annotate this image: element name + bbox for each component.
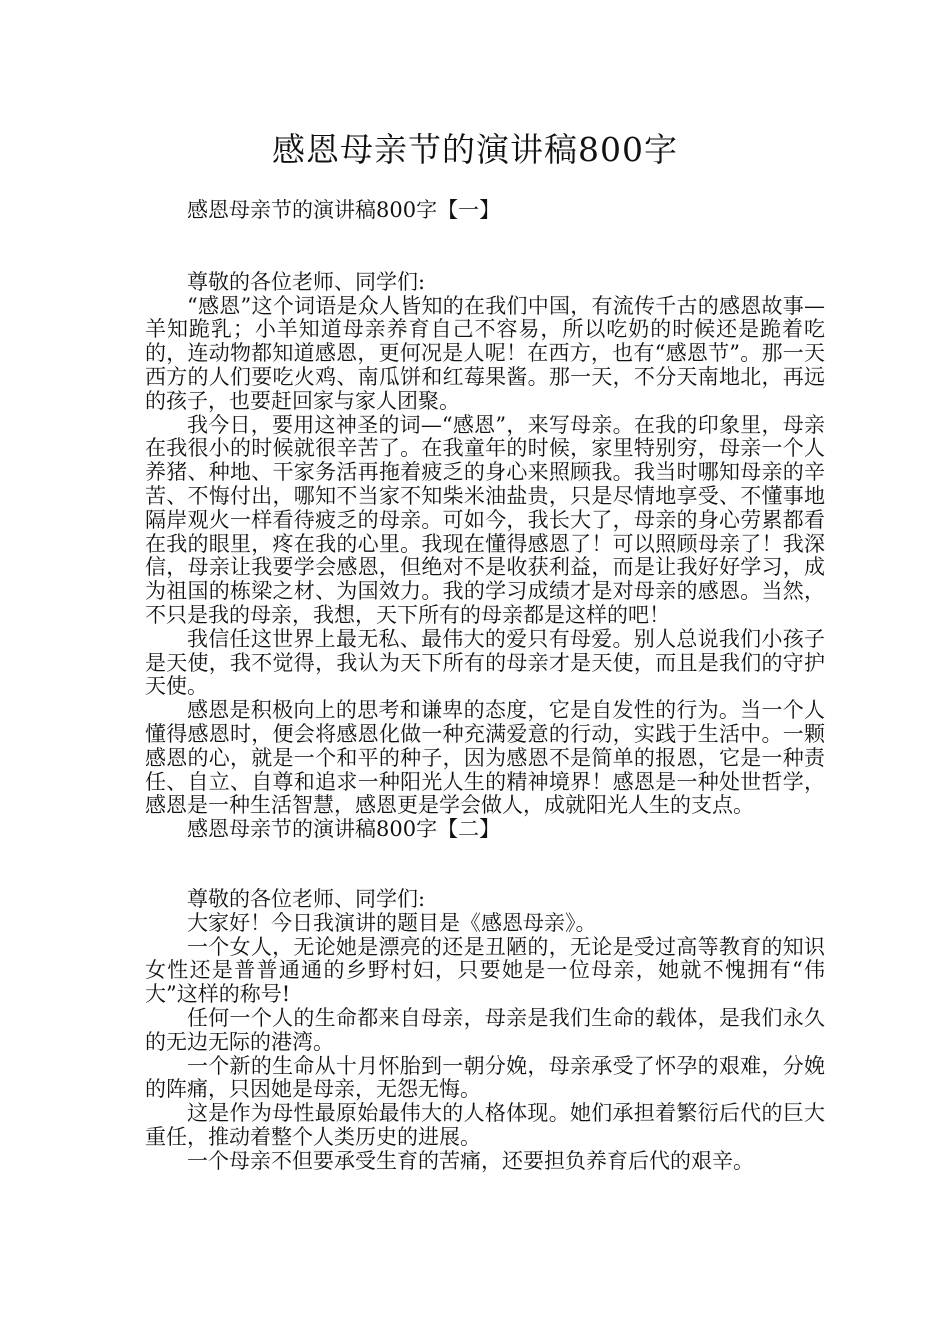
document-title: 感恩母亲节的演讲稿800字 <box>272 130 678 169</box>
blank-line <box>145 223 825 245</box>
section-heading-2: 感恩母亲节的演讲稿800字【二】 <box>187 817 501 842</box>
paragraph: 任何一个人的生命都来自母亲，母亲是我们生命的载体，是我们永久的无边无际的港湾。 <box>145 1005 825 1054</box>
paragraph: 我今日，要用这神圣的词—“感恩”，来写母亲。在我的印象里，母亲在我很小的时候就很辛苦了。在我童年的时候，家里特别穷，母亲一个人养猪、种地、干家务活再拖着疲乏的身心来照顾我。我当时哪知母亲的辛苦、不悔付出，哪知不当家不知柴米油盐贵，只是尽情地享受、不懂事地隔岸观火一样看待疲乏的母亲。可如今，我长大了，母亲的身心劳累都看在我的眼里，疼在我的心里。我现在懂得感恩了！可以照顾母亲了！我深信，母亲让我要学会感恩，但绝对不是收获利益，而是让我好好学习，成为祖国的栋梁之材、为国效力。我的学习成绩才是对母亲的感恩。当然，不只是我的母亲，我想，天下所有的母亲都是这样的吧！ <box>145 412 825 627</box>
blank-line <box>145 866 825 888</box>
paragraph: “感恩”这个词语是众人皆知的在我们中国，有流传千古的感恩故事—羊知跪乳；小羊知道母亲养育自己不容易，所以吃奶的时候还是跪着吃的，连动物都知道感恩，更何况是人呢！在西方，也有“感恩节”。那一天西方的人们要吃火鸡、南瓜饼和红莓果酱。那一天，不分天南地北，再远的孩子，也要赶回家与家人团聚。 <box>145 293 825 413</box>
paragraph: 我信任这世界上最无私、最伟大的爱只有母爱。别人总说我们小孩子是天使，我不觉得，我认为天下所有的母亲才是天使，而且是我们的守护天使。 <box>145 626 825 699</box>
blank-line <box>145 842 825 866</box>
section-heading-1: 感恩母亲节的演讲稿800字【一】 <box>187 198 501 222</box>
paragraph: 一个母亲不但要承受生育的苦痛，还要担负养育后代的艰辛。 <box>187 1148 754 1173</box>
paragraph: 大家好！今日我演讲的题目是《感恩母亲》。 <box>187 910 597 935</box>
document-body <box>145 199 825 1173</box>
blank-line <box>145 245 825 271</box>
paragraph: 这是作为母性最原始最伟大的人格体现。她们承担着繁衍后代的巨大重任，推动着整个人类历史的进展。 <box>145 1101 825 1149</box>
paragraph: 一个新的生命从十月怀胎到一朝分娩，母亲承受了怀孕的艰难，分娩的阵痛，只因她是母亲，无怨无悔。 <box>145 1053 825 1102</box>
salutation-1: 尊敬的各位老师、同学们: <box>187 269 426 294</box>
salutation-2: 尊敬的各位老师、同学们: <box>187 886 426 911</box>
paragraph: 感恩是积极向上的思考和谦卑的态度，它是自发性的行为。当一个人懂得感恩时，便会将感恩化做一种充满爱意的行动，实践于生活中。一颗感恩的心，就是一个和平的种子，因为感恩不是简单的报恩，它是一种责任、自立、自尊和追求一种阳光人生的精神境界！感恩是一种处世哲学，感恩是一种生活智慧，感恩更是学会做人，成就阳光人生的支点。 <box>145 698 825 818</box>
paragraph: 一个女人，无论她是漂亮的还是丑陋的，无论是受过高等教育的知识女性还是普普通通的乡野村妇，只要她是一位母亲，她就不愧拥有“伟大”这样的称号! <box>145 934 825 1007</box>
